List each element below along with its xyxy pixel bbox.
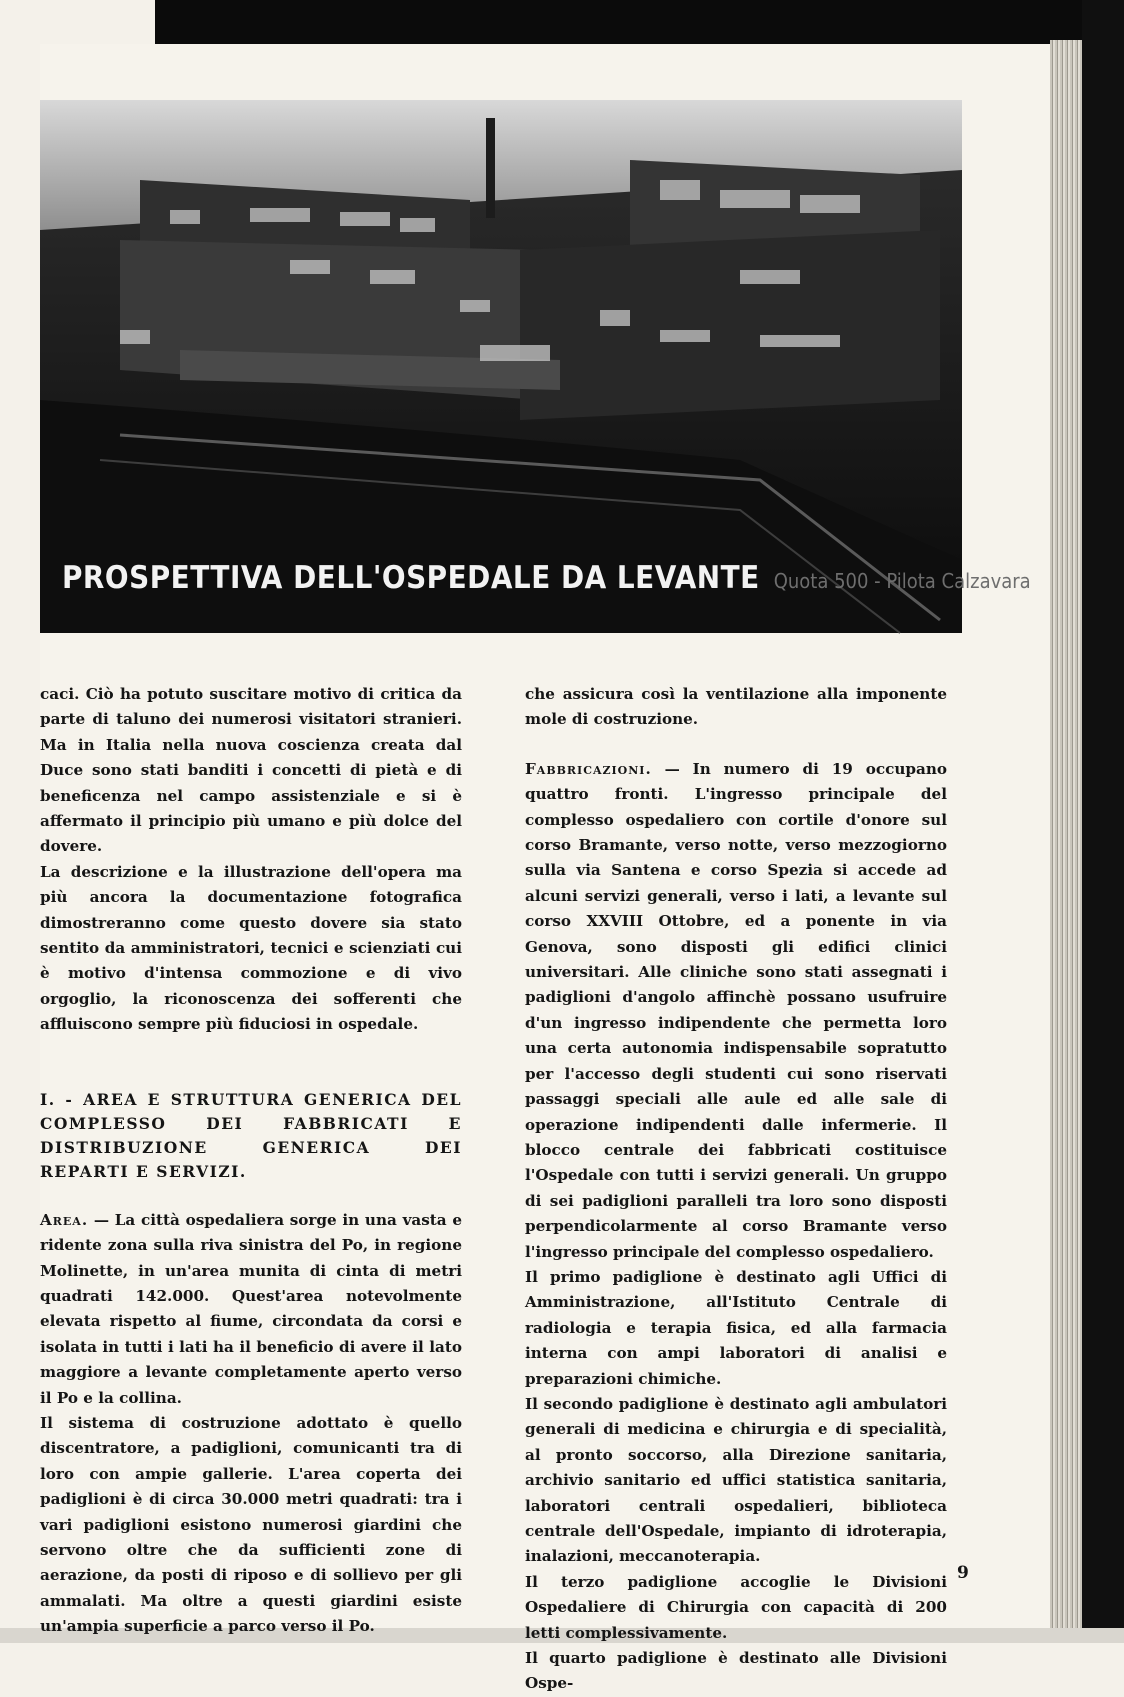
paragraph: Il terzo padiglione accoglie le Divisioni Ospedaliere di Chirurgia con capacità di 200 letti complessivamente. xyxy=(525,1572,947,1642)
run-in-label: Fabbricazioni. xyxy=(525,759,652,778)
page-number: 9 xyxy=(957,1563,969,1583)
caption-title: PROSPETTIVA DELL'OSPEDALE DA LEVANTE xyxy=(62,560,760,596)
photo-caption xyxy=(62,560,1031,596)
paragraph: Il sistema di costruzione adottato è quello discentratore, a padiglioni, comunicanti tra di loro con ampie gallerie. L'area coperta dei padiglioni è di circa 30.000 metri quadrati: tra i vari padiglioni esistono numerosi giardini che servono oltre che da sufficienti zone di aerazione, da posti di riposo e di sollievo per gli ammalati. Ma oltre a questi giardini esiste un'ampia superficie a parco verso il Po. xyxy=(40,1413,462,1636)
paragraph-text: — In numero di 19 occupano quattro fronti. L'ingresso principale del complesso ospedaliero con cortile d'onore sul corso Bramante, verso notte, verso mezzogiorno sulla via Santena e corso Spezia si accede ad alcuni servizi generali, verso i lati, a levante sul corso XXVIII Ottobre, ed a ponente in via Genova, sono disposti gli edifici clinici universitari. Alle cliniche sono stati assegnati i padiglioni d'angolo affinchè possano usufruire d'un ingresso indipendente che permetta loro una certa autonomia indispensabile sopratutto per l'accesso degli studenti cui sono riservati passaggi speciali alle aule ed alle sale di operazione indipendenti dalle infermerie. Il blocco centrale dei fabbricati costituisce l'Ospedale con tutti i servizi generali. Un gruppo di sei padiglioni paralleli tra loro sono disposti perpendicolarmente al corso Bramante verso l'ingresso principale del complesso ospedaliero. xyxy=(525,759,947,1261)
paragraph: Il primo padiglione è destinato agli Uffici di Amministrazione, all'Istituto Centrale di radiologia e terapia fisica, ed alla farmacia interna con ampi laboratori di analisi e preparazioni chimiche. xyxy=(525,1267,947,1388)
hospital-aerial-photo xyxy=(40,100,1031,633)
right-column xyxy=(525,682,947,1697)
paragraph: Il quarto padiglione è destinato alle Divisioni Ospe- xyxy=(525,1649,947,1693)
paragraph: che assicura così la ventilazione alla imponente mole di costruzione. xyxy=(525,685,947,729)
paragraph-text: — La città ospedaliera sorge in una vasta e ridente zona sulla riva sinistra del Po, in regione Molinette, in un'area munita di cinta di metri quadrati 142.000. Quest'area notevolmente elevata rispetto al fiume, circondata da corsi e isolata in tutti i lati ha il beneficio di avere il lato maggiore a levante completamente aperto verso il Po e la collina. xyxy=(40,1210,463,1407)
scan-border-right xyxy=(1082,0,1124,1643)
section-heading: I. - AREA E STRUTTURA GENERICA DEL COMPLESSO DEI FABBRICATI E DISTRIBUZIONE GENERICA DEI REPARTI E SERVIZI. xyxy=(40,1089,462,1181)
paragraph xyxy=(40,1208,462,1411)
paragraph xyxy=(525,757,947,1265)
run-in-label: Area. xyxy=(40,1210,89,1229)
caption-credit: Quota 500 - Pilota Calzavara xyxy=(773,569,1031,593)
left-column xyxy=(40,682,462,1640)
photo-illustration xyxy=(40,100,962,633)
paragraph: La descrizione e la illustrazione dell'opera ma più ancora la documentazione fotografica dimostreranno come questo dovere sia stato sentito da amministratori, tecnici e scienziati cui è motivo d'intensa commozione e di vivo orgoglio, la riconoscenza dei sofferenti che affluiscono sempre più fiduciosi in ospedale. xyxy=(40,862,462,1034)
page-edges xyxy=(1050,40,1082,1643)
paragraph: caci. Ciò ha potuto suscitare motivo di critica da parte di taluno dei numerosi visitatori stranieri. Ma in Italia nella nuova coscienza creata dal Duce sono stati banditi i concetti di pietà e di beneficenza nel campo assistenziale e si è affermato il principio più umano e più dolce del dovere. xyxy=(40,685,462,856)
paragraph: Il secondo padiglione è destinato agli ambulatori generali di medicina e chirurgia e di specialità, al pronto soccorso, alla Direzione sanitaria, archivio sanitario ed uffici statistica sanitaria, laboratori centrali ospedalieri, biblioteca centrale dell'Ospedale, impianto di idroterapia, inalazioni, meccanoterapia. xyxy=(525,1394,947,1566)
